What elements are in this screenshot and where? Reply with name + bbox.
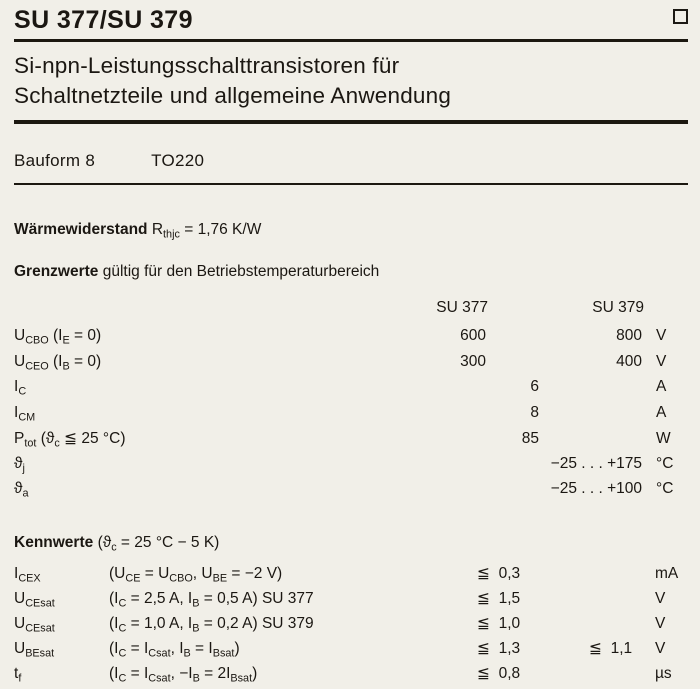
value-su379-cell: −25 . . . +100 [550, 480, 642, 497]
thermal-label: Wärmewiderstand [14, 221, 148, 238]
value-common-cell: 8 [530, 403, 539, 421]
grenzwerte-heading-word: Grenzwerte [14, 263, 99, 280]
table-row [14, 564, 688, 589]
grenzwerte-heading [14, 263, 688, 281]
unit-cell: V [656, 327, 667, 344]
column-header-su379: SU 379 [592, 299, 644, 316]
symbol-cell: $ϑ_j$ [14, 454, 25, 474]
symbol-cell: $U_{BEsat}$ [14, 639, 55, 659]
subtitle [14, 51, 688, 111]
symbol-cell: $t_f$ [14, 664, 22, 684]
condition-cell: ($I_C = 1,0$ A, $I_B = 0,2$ A) SU 379 [109, 614, 314, 634]
table-row [14, 404, 688, 430]
limit-su377-cell: ≦ 1,3 [477, 639, 521, 657]
value-su379-cell: 800 [616, 327, 642, 344]
symbol-cell: $U_{CBO}$ $(I_E = 0)$ [14, 327, 102, 347]
page-title: SU 377/SU 379 [14, 6, 193, 34]
table-row [14, 614, 688, 639]
bauform-line [14, 151, 688, 171]
kennwerte-heading-word: Kennwerte [14, 533, 94, 551]
table-row [14, 664, 688, 689]
subtitle-line-2: Schaltnetzteile und allgemeine Anwendung [14, 83, 452, 108]
condition-cell: ($U_{CE} = U_{CBO}$, $U_{BE} = -2$ V) [109, 564, 283, 584]
unit-cell: A [656, 403, 667, 421]
value-su377-cell: 600 [460, 327, 486, 344]
unit-cell: °C [656, 454, 674, 472]
corner-square-mark [673, 9, 688, 24]
symbol-cell: $U_{CEsat}$ [14, 614, 55, 634]
bauform-rule [14, 183, 688, 185]
symbol-cell: $U_{CEsat}$ [14, 589, 55, 609]
unit-cell: V [656, 352, 667, 370]
table-row [14, 589, 688, 614]
unit-cell: V [655, 589, 666, 607]
table-row [14, 639, 688, 664]
title-rule [14, 39, 688, 42]
title-row [14, 6, 688, 35]
table-row [14, 429, 688, 455]
value-su379-cell: −25 . . . +175 [550, 454, 642, 472]
table-row [14, 353, 688, 379]
symbol-cell: $I_C$ [14, 378, 27, 398]
unit-cell: W [656, 430, 671, 447]
limit-su377-cell: ≦ 0,8 [477, 664, 521, 682]
grenzwerte-heading-rest: gültig für den Betriebstemperaturbereich [102, 263, 380, 280]
table-row [14, 455, 688, 481]
kennwerte-heading [14, 534, 688, 552]
limit-su379-cell: ≦ 1,1 [589, 639, 633, 657]
unit-cell: mA [655, 564, 679, 582]
kennwerte-heading-rest: ($ϑ_c = 25$ °C − 5 K) [97, 533, 220, 553]
value-su377-cell: 300 [460, 352, 486, 370]
symbol-cell: $I_{CEX}$ [14, 564, 41, 584]
unit-cell: A [656, 378, 667, 395]
condition-cell: ($I_C = I_{Csat}$, $-I_B = 2I_{Bsat}$) [109, 664, 258, 684]
bauform-value: TO220 [151, 151, 205, 170]
subtitle-line-1: Si-npn-Leistungsschalttransistoren für [14, 53, 400, 78]
value-su379-cell: 400 [616, 352, 642, 370]
condition-cell: ($I_C = 2,5$ A, $I_B = 0,5$ A) SU 377 [109, 589, 314, 609]
limit-su377-cell: ≦ 0,3 [477, 564, 521, 582]
subtitle-rule [14, 120, 688, 124]
bauform-label: Bauform 8 [14, 151, 96, 170]
column-header-su377: SU 377 [436, 299, 488, 316]
unit-cell: V [655, 614, 666, 632]
grenzwerte-table [14, 299, 688, 506]
kennwerte-table [14, 564, 688, 689]
thermal-formula: $R_{thjc} = 1,76$ K/W [151, 221, 262, 241]
symbol-cell: $P_{tot}$ ($ϑ_c$ ≦ 25 °C) [14, 430, 126, 450]
limit-su377-cell: ≦ 1,0 [477, 614, 521, 632]
symbol-cell: $I_{CM}$ [14, 403, 36, 423]
table-row [14, 378, 688, 404]
value-common-cell: 85 [521, 430, 539, 447]
grenzwerte-column-headers [14, 299, 688, 323]
value-common-cell: 6 [530, 378, 539, 395]
symbol-cell: $ϑ_a$ [14, 480, 29, 500]
unit-cell: °C [656, 480, 674, 497]
unit-cell: V [655, 639, 666, 657]
thermal-resistance-line [14, 221, 688, 239]
condition-cell: ($I_C = I_{Csat}$, $I_B = I_{Bsat}$) [109, 639, 240, 659]
table-row [14, 480, 688, 506]
table-row [14, 327, 688, 353]
symbol-cell: $U_{CEO}$ $(I_B = 0)$ [14, 352, 102, 372]
unit-cell: µs [655, 664, 672, 682]
limit-su377-cell: ≦ 1,5 [477, 589, 521, 607]
